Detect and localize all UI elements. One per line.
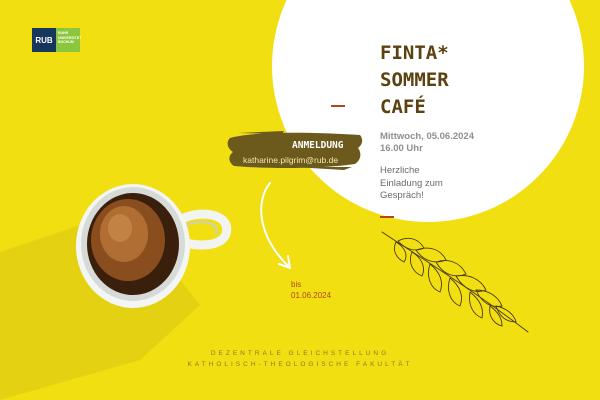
registration-deadline: bis 01.06.2024 — [291, 280, 332, 300]
rub-logo — [32, 28, 80, 52]
invitation-text: Herzliche Einladung zum Gespräch! — [380, 165, 443, 201]
accent-dash — [331, 105, 345, 107]
rub-logo-mark: RUB — [32, 28, 56, 52]
event-title: FINTA* SOMMER CAFÉ — [380, 42, 449, 118]
rub-logo-tagline: RUHR UNIVERSITÄT BOCHUM — [56, 28, 80, 52]
registration-label: ANMELDUNG — [292, 140, 344, 151]
leaf-icon — [378, 228, 533, 338]
footer-department: DEZENTRALE GLEICHSTELLUNG — [210, 350, 390, 357]
accent-dash — [380, 216, 394, 218]
registration-email[interactable]: katharine.pilgrim@rub.de — [243, 155, 339, 165]
event-date: Mittwoch, 05.06.2024 — [380, 131, 474, 142]
footer-faculty: KATHOLISCH-THEOLOGISCHE FAKULTÄT — [187, 361, 413, 368]
curved-arrow-icon — [252, 180, 302, 276]
espresso-cup-icon — [0, 160, 240, 320]
event-time: 16.00 Uhr — [380, 143, 423, 154]
